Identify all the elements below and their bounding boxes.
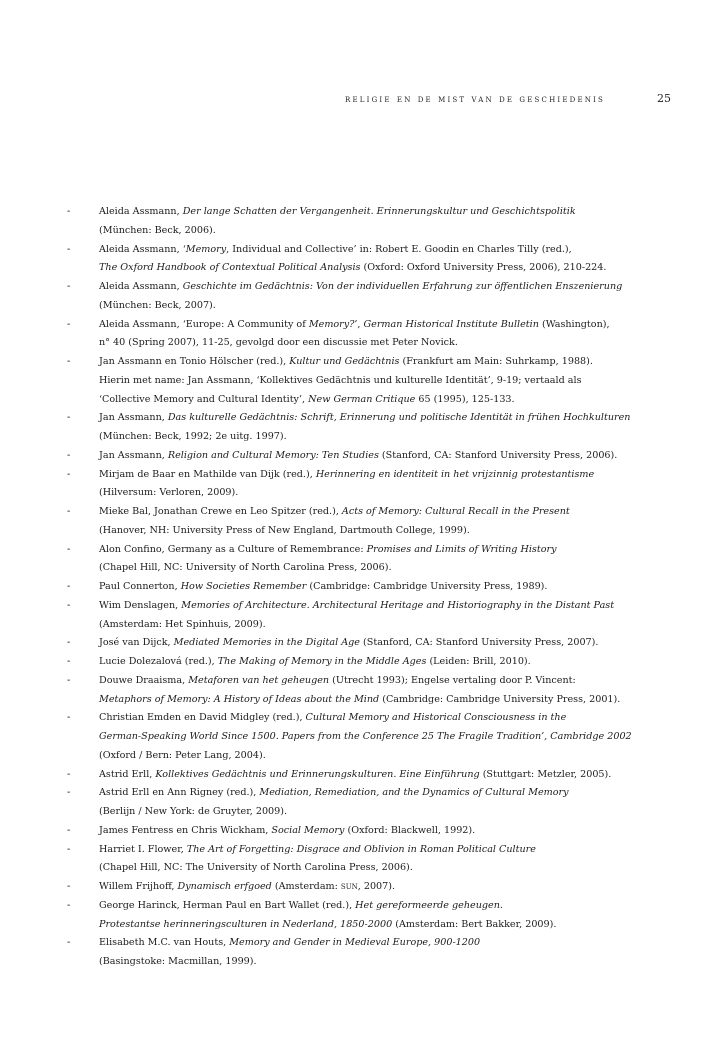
entry-text: (Utrecht 1993); Engelse vertaling door P. Vincent: [329,674,576,686]
entry-text: (München: Beck, 2007). [99,299,216,311]
entry-text: Mieke Bal, Jonathan Crewe en Leo Spitzer (red.), [99,506,342,517]
entry-text: 65 (1995), 125-133. [415,393,515,405]
entry-text: (Amsterdam: Bert Bakker, 2009). [392,918,557,930]
entry-line [99,897,699,916]
entry-bullet: - [67,412,71,424]
entry-text: James Fentress en Chris Wickham, [99,824,272,836]
entry-text: (Amsterdam: [271,881,341,892]
entry-title-text: Mediation, Remediation, and the Dynamics of Cultural Memory [259,787,569,799]
entry-line [99,241,699,260]
entry-line [99,503,699,522]
entry-line [99,784,699,803]
entry-text: Jan Assmann, [99,412,168,424]
bibliography-entry [0,597,728,635]
bibliography-entry [0,897,728,935]
entry-title-text: Kultur und Gedächtnis [289,356,400,367]
entry-bullet: - [67,637,71,649]
entry-text: (Oxford / Bern: Peter Lang, 2004). [99,749,266,761]
entry-title-text: Herinnering en identiteit in het vrijzinnig protestantisme [315,468,595,480]
entry-text: George Harinck, Herman Paul en Bart Wallet (red.), [99,899,356,911]
entry-text: (München: Beck, 1992; 2e uitg. 1997). [99,431,287,442]
entry-bullet: - [67,937,71,949]
entry-text: Paul Connerton, [99,581,181,592]
entry-bullet: - [67,468,71,480]
bibliography-entry [0,409,728,447]
entry-text: José van Dijck, [99,637,174,649]
entry-line [99,334,699,353]
bibliography-entry [0,241,728,279]
entry-bullet: - [67,581,71,592]
entry-bullet: - [67,206,71,217]
entry-line [99,409,699,428]
entry-line [99,916,699,935]
entry-title-text: Het gereformeerde geheugen. [355,899,503,911]
entry-title-text: The Making of Memory in the Middle Ages [217,656,427,667]
entry-bullet: - [67,843,71,855]
bibliography-entry [0,353,728,409]
entry-line [99,934,699,953]
entry-title-text: The Art of Forgetting: Disgrace and Oblivion in Roman Political Culture [186,843,536,855]
entry-line [99,391,699,410]
bibliography-entry [0,766,728,785]
entry-text: (Berlijn / New York: de Gruyter, 2009). [99,806,288,817]
entry-text: Mirjam de Baar en Mathilde van Dijk (red.), [99,468,316,480]
entry-text: (Cambridge: Cambridge University Press, 1989). [306,581,548,592]
entry-title-text: Promises and Limits of Writing History [366,543,557,555]
entry-line [99,297,699,316]
bibliography-entry [0,447,728,466]
entry-line [99,559,699,578]
entry-line [99,259,699,278]
entry-text: Elisabeth M.C. van Houts, [99,937,230,949]
entry-text: (Hanover, NH: University Press of New England, Dartmouth College, 1999). [99,524,470,536]
entry-title-text: Der lange Schatten der Vergangenheit. Erinnerungskultur und Geschichtspolitik [182,206,576,217]
entry-text: (Hilversum: Verloren, 2009). [99,487,239,499]
entry-line [99,822,699,841]
bibliography-entry [0,784,728,822]
entry-title-text: Memory and Gender in Medieval Europe, 900-1200 [229,937,481,949]
entry-text: Aleida Assmann, [99,281,183,292]
entry-title-text: Cultural Memory and Historical Consciousness in the [305,712,567,724]
entry-text: (Chapel Hill, NC: University of North Carolina Press, 2006). [99,562,392,574]
entry-text: (Frankfurt am Main: Suhrkamp, 1988). [399,356,593,367]
entry-text: n° 40 (Spring 2007), 11-25, gevolgd door een discussie met Peter Novick. [99,337,458,349]
entry-bullet: - [67,599,71,611]
entry-title-text: Metaforen van het geheugen [188,674,330,686]
entry-title-text: Religion and Cultural Memory: Ten Studies [167,449,379,461]
bibliography-entry [0,653,728,672]
entry-text: Douwe Draaisma, [99,674,189,686]
entry-title-text: The Oxford Handbook of Contextual Political Analysis [99,262,361,274]
bibliography-entry [0,203,728,241]
entry-title-text: Memories of Architecture. Architectural Heritage and Historiography in the Distant Past [181,599,615,611]
entry-text: (Cambridge: Cambridge University Press, 2001). [379,693,621,705]
entry-title-text: Geschichte im Gedächtnis: Von der individuellen Erfahrung zur öffentlichen Enszenierung [182,281,623,292]
entry-line [99,466,699,485]
entry-bullet: - [67,768,71,780]
entry-text: Alon Confino, Germany as a Culture of Remembrance: [99,543,367,555]
entry-text: (Oxford: Blackwell, 1992). [344,824,476,836]
entry-text: Hierin met name: Jan Assmann, ‘Kollektives Gedächtnis und kulturelle Identität’, 9-19; vertaald als [99,374,582,386]
bibliography-entry [0,278,728,316]
entry-line [99,953,699,972]
entry-text: (Chapel Hill, NC: The University of North Carolina Press, 2006). [99,862,413,874]
running-head-title: religie en de mist van de geschiedenis [345,94,606,105]
entry-line [99,634,699,653]
entry-line [99,878,699,897]
entry-text: Willem Frijhoff, [99,881,178,892]
entry-bullet: - [67,506,71,517]
entry-text: Jan Assmann en Tonio Hölscher (red.), [99,356,290,367]
entry-title-text: How Societies Remember [180,581,307,592]
entry-line [99,578,699,597]
entry-title-text: Acts of Memory: Cultural Recall in the Present [341,506,570,517]
entry-bullet: - [67,318,71,330]
entry-text: sun [340,881,358,892]
entry-bullet: - [67,899,71,911]
entry-bullet: - [67,449,71,461]
entry-text: (Basingstoke: Macmillan, 1999). [99,956,257,967]
entry-line [99,766,699,785]
bibliography-entry [0,578,728,597]
bibliography-entry [0,634,728,653]
entry-line [99,428,699,447]
entry-line [99,541,699,560]
entry-text: , Individual and Collective’ in: Robert E. Goodin en Charles Tilly (red.), [226,243,572,255]
entry-line [99,747,699,766]
entry-line [99,222,699,241]
entry-text: Wim Denslagen, [99,599,182,611]
bibliography-entry [0,878,728,897]
entry-line [99,653,699,672]
entry-text: (Stanford, CA: Stanford University Press, 2006). [378,449,618,461]
entry-text: (Oxford: Oxford University Press, 2006), 210-224. [360,262,607,274]
entry-title-text: Kollektives Gedächtnis und Erinnerungskulturen. Eine Einführung [155,768,480,780]
entry-text: ’, [354,318,364,330]
entry-line [99,353,699,372]
entry-text: Aleida Assmann, ‘ [99,243,186,255]
page-number: 25 [657,92,671,105]
entry-text: (München: Beck, 2006). [99,224,216,236]
bibliography-entry [0,822,728,841]
entry-line [99,728,699,747]
bibliography-entry [0,672,728,710]
entry-line [99,278,699,297]
entry-line [99,484,699,503]
entry-line [99,372,699,391]
entry-title-text: Dynamisch erfgoed [177,881,272,892]
entry-line [99,841,699,860]
entry-text: Aleida Assmann, ‘Europe: A Community of [99,318,309,330]
entry-line [99,522,699,541]
entry-line [99,597,699,616]
entry-title-text: Memory [185,243,227,255]
entry-title-text: Social Memory [271,824,345,836]
entry-title-text: Memory? [308,318,355,330]
entry-text: Jan Assmann, [99,449,168,461]
entry-bullet: - [67,881,71,892]
entry-title-text: Mediated Memories in the Digital Age [173,637,360,649]
entry-title-text: Das kulturelle Gedächtnis: Schrift, Erinnerung und politische Identität in frühen Hochkulturen [167,412,631,424]
entry-title-text: Metaphors of Memory: A History of Ideas about the Mind [99,693,380,705]
entry-line [99,447,699,466]
entry-bullet: - [67,656,71,667]
entry-bullet: - [67,674,71,686]
bibliography-entry [0,466,728,504]
entry-text: (Amsterdam: Het Spinhuis, 2009). [99,618,266,630]
bibliography-entry [0,709,728,765]
entry-line [99,709,699,728]
entry-text: (Leiden: Brill, 2010). [426,656,531,667]
entry-line [99,203,699,222]
entry-title-text: New German Critique [308,393,416,405]
entry-line [99,616,699,635]
entry-title-text: Protestantse herinneringsculturen in Nederland, 1850-2000 [99,918,393,930]
bibliography-entry [0,316,728,354]
entry-text: Christian Emden en David Midgley (red.), [99,712,306,724]
entry-text: (Stanford, CA: Stanford University Press, 2007). [359,637,599,649]
entry-bullet: - [67,543,71,555]
entry-text: Lucie Dolezalová (red.), [99,656,218,667]
entry-bullet: - [67,787,71,799]
entry-text: Aleida Assmann, [99,206,183,217]
entry-text: (Washington), [538,318,610,330]
entry-line [99,316,699,335]
entry-text: ‘Collective Memory and Cultural Identity’, [99,393,309,405]
entry-text: Harriet I. Flower, [99,843,187,855]
bibliography-entry [0,541,728,579]
entry-bullet: - [67,824,71,836]
entry-text: Astrid Erll, [99,768,156,780]
entry-title-text: German-Speaking World Since 1500. Papers from the Conference 25 The Fragile Tradition’, Cambridge 2002 [99,731,632,742]
entry-title-text: German Historical Institute Bulletin [363,318,539,330]
entry-bullet: - [67,281,71,292]
entry-text: , 2007). [357,881,396,892]
bibliography-list [0,203,728,972]
entry-text: (Stuttgart: Metzler, 2005). [479,768,612,780]
bibliography-entry [0,503,728,541]
entry-bullet: - [67,356,71,367]
entry-line [99,859,699,878]
entry-line [99,803,699,822]
entry-line [99,672,699,691]
entry-text: Astrid Erll en Ann Rigney (red.), [99,787,260,799]
bibliography-entry [0,841,728,879]
entry-line [99,691,699,710]
entry-bullet: - [67,712,71,724]
bibliography-entry [0,934,728,972]
entry-bullet: - [67,243,71,255]
